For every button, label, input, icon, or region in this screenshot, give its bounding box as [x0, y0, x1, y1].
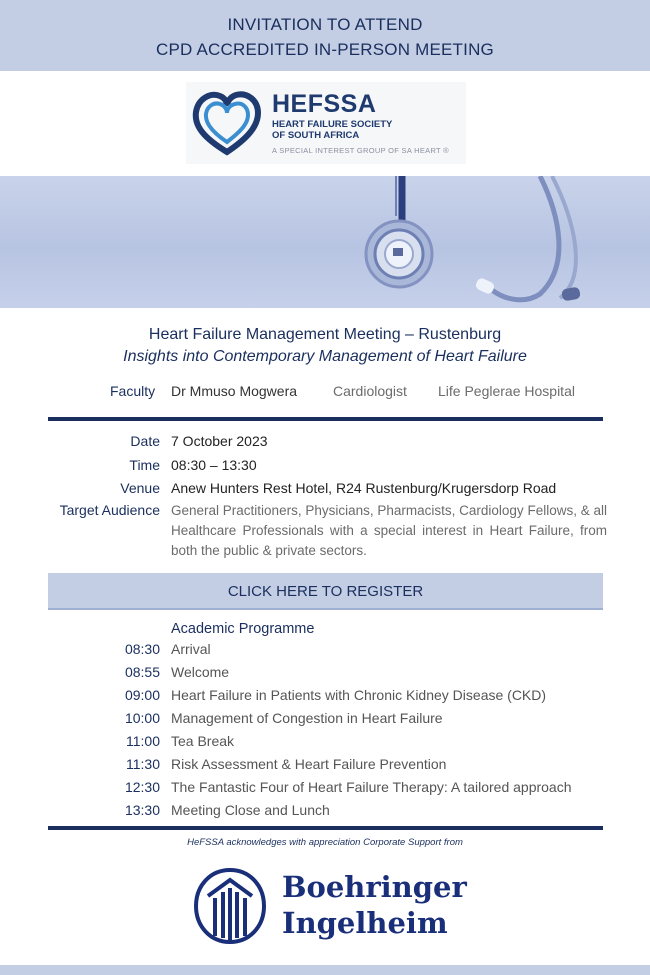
- date-value: 7 October 2023: [171, 433, 268, 449]
- programme-time: 08:30: [124, 641, 160, 657]
- programme-row: [0, 802, 650, 825]
- register-button[interactable]: CLICK HERE TO REGISTER: [48, 573, 603, 610]
- programme-row: [0, 733, 650, 756]
- programme-item: Welcome: [171, 664, 230, 680]
- faculty-name: Dr Mmuso Mogwera: [171, 383, 298, 399]
- sponsor-line-2: Ingelheim: [282, 906, 448, 940]
- programme-row: [0, 710, 650, 733]
- meeting-title: Heart Failure Management Meeting – Rustenburg: [148, 326, 502, 343]
- programme-item: Arrival: [171, 641, 211, 657]
- programme-item: Management of Congestion in Heart Failure: [171, 710, 443, 726]
- programme-time: 10:00: [124, 710, 160, 726]
- stethoscope-icon: [0, 176, 650, 308]
- divider-top: [48, 417, 603, 421]
- divider-bottom: [48, 826, 603, 830]
- faculty-label: Faculty: [110, 383, 156, 399]
- header-line-1: INVITATION TO ATTEND: [227, 15, 423, 34]
- programme-item: Heart Failure in Patients with Chronic Kidney Disease (CKD): [171, 687, 547, 703]
- faculty-hospital: Life Peglerae Hospital: [438, 383, 575, 399]
- programme-time: 13:30: [124, 802, 160, 818]
- programme-time: 09:00: [124, 687, 160, 703]
- logo-title: HEFSSA: [272, 90, 377, 118]
- logo-tagline: A SPECIAL INTEREST GROUP OF SA HEART ®: [272, 146, 449, 155]
- programme-time: 11:00: [126, 733, 160, 749]
- programme-row: [0, 687, 650, 710]
- programme-heading: Academic Programme: [171, 621, 315, 637]
- sponsor-line-1: Boehringer: [282, 870, 467, 904]
- programme-time: 08:55: [124, 664, 160, 680]
- time-value: 08:30 – 13:30: [171, 457, 257, 473]
- logo-subtitle: [272, 119, 392, 141]
- audience-value: General Practitioners, Physicians, Pharmacists, Cardiology Fellows, & all Healthcare Professionals with a special interest in Heart Failure, from both the public & private sectors.: [171, 503, 607, 558]
- faculty-role: Cardiologist: [333, 383, 407, 399]
- header-band: [0, 0, 650, 71]
- heart-logo-icon: [190, 86, 264, 160]
- time-label: Time: [129, 457, 160, 473]
- programme-row: [0, 641, 650, 664]
- meeting-subtitle: Insights into Contemporary Management of Heart Failure: [123, 348, 527, 365]
- logo-sub-line-1: HEART FAILURE SOCIETY: [272, 119, 393, 130]
- sponsor-wordmark: [282, 869, 467, 941]
- programme-row: [0, 779, 650, 802]
- hero-image: [0, 176, 650, 308]
- programme-time: 12:30: [124, 779, 160, 795]
- acknowledgement-text: HeFSSA acknowledges with appreciation Corporate Support from: [187, 837, 463, 848]
- programme-row: [0, 664, 650, 687]
- date-label: Date: [130, 433, 160, 449]
- programme-row: [0, 756, 650, 779]
- audience-label: Target Audience: [59, 502, 160, 518]
- programme-item: Tea Break: [171, 733, 235, 749]
- venue-value: Anew Hunters Rest Hotel, R24 Rustenburg/Krugersdorp Road: [171, 480, 557, 496]
- programme-item: The Fantastic Four of Heart Failure Therapy: A tailored approach: [171, 779, 572, 795]
- header-line-2: CPD ACCREDITED IN-PERSON MEETING: [156, 40, 494, 59]
- programme-time: 11:30: [126, 756, 160, 772]
- programme-item: Risk Assessment & Heart Failure Prevention: [171, 756, 447, 772]
- boehringer-logo-icon: [192, 866, 268, 946]
- programme-item: Meeting Close and Lunch: [171, 802, 330, 818]
- logo-sub-line-2: OF SOUTH AFRICA: [272, 130, 360, 141]
- footer-band: [0, 965, 650, 975]
- hefssa-logo: [186, 82, 466, 164]
- venue-label: Venue: [120, 480, 160, 496]
